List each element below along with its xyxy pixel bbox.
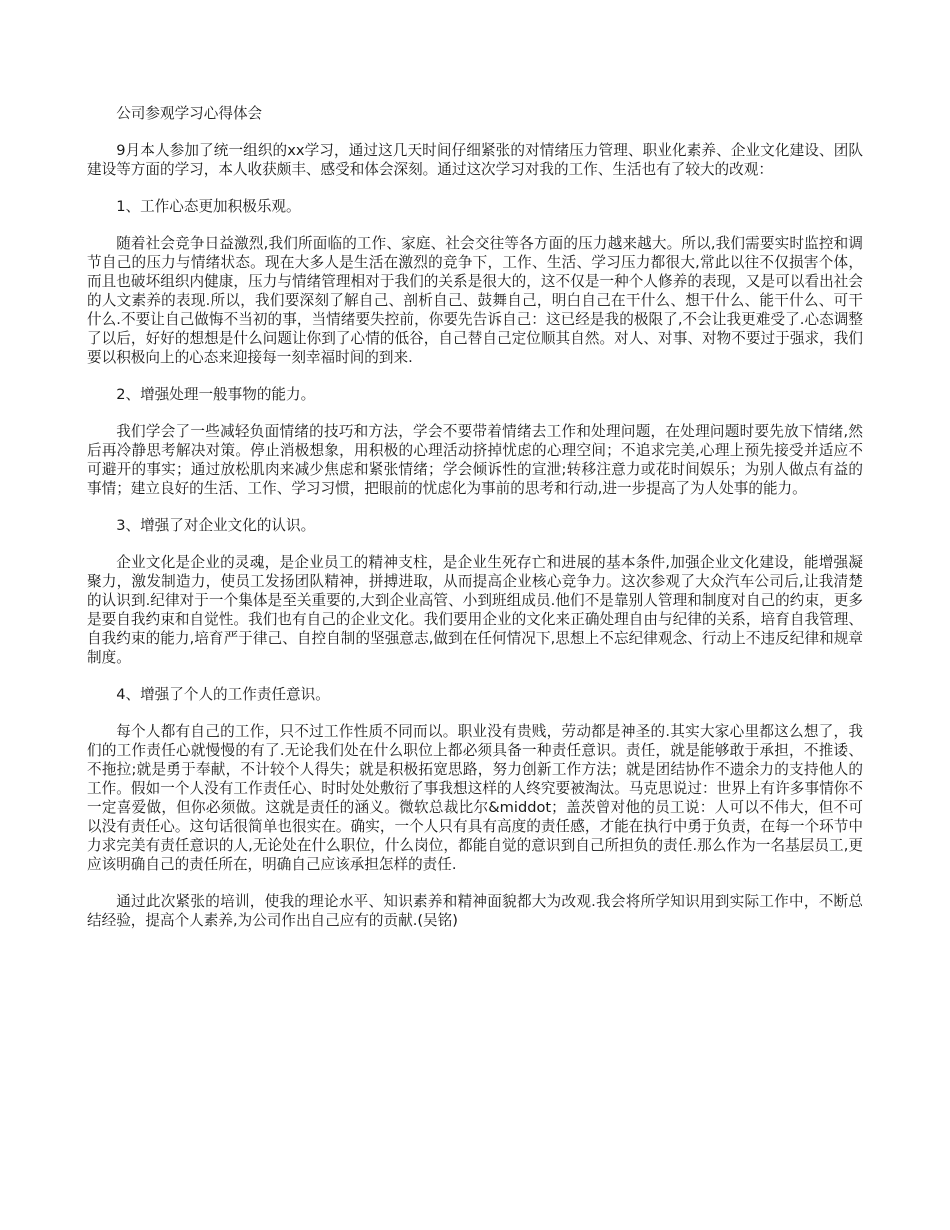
section-heading-1: 1、工作心态更加积极乐观。 [116,198,301,215]
section-heading-4: 4、增强了个人的工作责任意识。 [116,686,330,703]
document-title: 公司参观学习心得体会 [116,105,263,122]
paragraph-section-4: 每个人都有自己的工作，只不过工作性质不同而以。职业没有贵贱，劳动都是神圣的.其实大家心里都这么想了，我们的工作责任心就慢慢的有了.无论我们处在什么职位上都必须具备一种责任意识。责任，就是能够敢于承担，不推诿、不拖拉;就是勇于奉献，不计较个人得失；就是积极拓宽思路，努力创新工作方法；就是团结协作不遗余力的支持他人的工作。假如一个人没有工作责任心、时时处处敷衍了事我想这样的人终究要被淘汰。马克思说过：世界上有许多事情你不一定喜爱做，但你必须做。这就是责任的涵义。微软总裁比尔&middot；盖茨曾对他的员工说：人可以不伟大，但不可以没有责任心。这句话很简单也很实在。确实，一个人只有具有高度的责任感，才能在执行中勇于负责，在每一个环节中力求完美有责任意识的人,无论处在什么职位，什么岗位，都能自觉的意识到自己所担负的责任.那么作为一名基层员工,更应该明确自己的责任所在，明确自己应该承担怎样的责任. [87,723,863,873]
paragraph-section-1: 随着社会竞争日益激烈,我们所面临的工作、家庭、社会交往等各方面的压力越来越大。所以,我们需要实时监控和调节自己的压力与情绪状态。现在大多人是生活在激烈的竞争下，工作、生活、学习压力都很大,常此以往不仅损害个体，而且也破坏组织内健康，压力与情绪管理相对于我们的关系是很大的，这不仅是一种个人修养的表现，又是可以看出社会的人文素养的表现.所以，我们要深刻了解自己、剖析自己、鼓舞自己，明白自己在干什么、想干什么、能干什么、可干什么.不要让自己做悔不当初的事，当情绪要失控前，你要先告诉自己：这已经是我的极限了,不会让我更难受了.心态调整了以后，好好的想想是什么问题让你到了心情的低谷，自己替自己定位顺其自然。对人、对事、对物不要过于强求，我们要以积极向上的心态来迎接每一刻幸福时间的到来. [87,235,863,366]
section-heading-3: 3、增强了对企业文化的认识。 [116,517,316,534]
section-heading-2: 2、增强处理一般事物的能力。 [116,386,316,403]
paragraph-section-2: 我们学会了一些减轻负面情绪的技巧和方法，学会不要带着情绪去工作和处理问题，在处理问题时要先放下情绪,然后再冷静思考解决对策。停止消极想象，用积极的心理活动挤掉忧虑的心理空间；不追求完美,心理上预先接受并适应不可避开的事实；通过放松肌肉来减少焦虑和紧张情绪；学会倾诉性的宣泄;转移注意力或花时间娱乐；为别人做点有益的事情；建立良好的生活、工作、学习习惯，把眼前的忧虑化为事前的思考和行动,进一步提高了为人处事的能力。 [87,423,863,497]
paragraph-intro: 9月本人参加了统一组织的xx学习，通过这几天时间仔细紧张的对情绪压力管理、职业化素养、企业文化建设、团队建设等方面的学习，本人收获颇丰、感受和体会深刻。通过这次学习对我的工作、生活也有了较大的改观： [87,142,863,178]
paragraph-section-3: 企业文化是企业的灵魂，是企业员工的精神支柱，是企业生死存亡和进展的基本条件,加强企业文化建设，能增强凝聚力，激发制造力，使员工发扬团队精神，拼搏进取，从而提高企业核心竞争力。这次参观了大众汽车公司后,让我清楚的认识到.纪律对于一个集体是至关重要的,大到企业高管、小到班组成员.他们不是靠别人管理和制度对自己的约束，更多是要自我约束和自觉性。我们也有自己的企业文化。我们要用企业的文化来正确处理自由与纪律的关系，培育自我管理、自我约束的能力,培育严于律己、自控自制的坚强意志,做到在任何情况下,思想上不忘纪律观念、行动上不违反纪律和规章制度。 [87,554,863,666]
document-page [87,104,863,930]
paragraph-conclusion: 通过此次紧张的培训，使我的理论水平、知识素养和精神面貌都大为改观.我会将所学知识用到实际工作中，不断总结经验，提高个人素养,为公司作出自己应有的贡献.(吴铭) [87,893,863,929]
